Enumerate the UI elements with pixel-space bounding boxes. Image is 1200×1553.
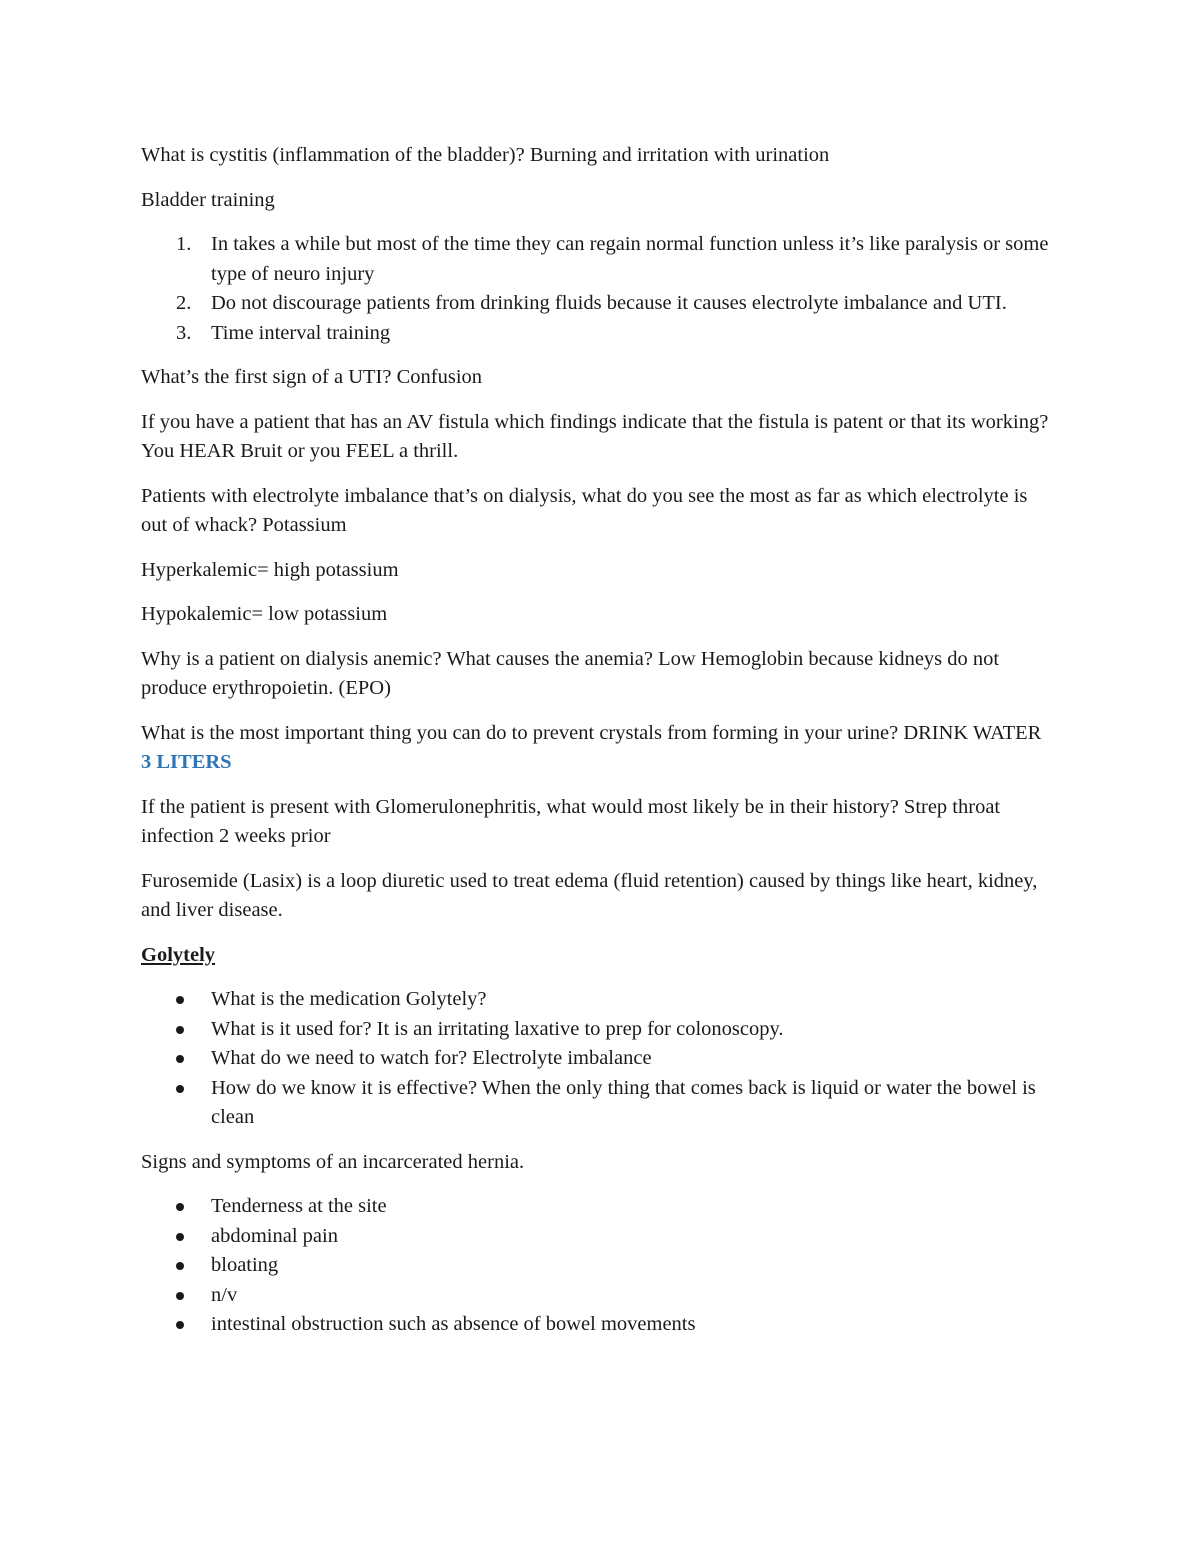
list-item-text: Do not discourage patients from drinking fluids because it causes electrolyte imbalance and UTI. — [211, 292, 1007, 314]
list-item-text: abdominal pain — [211, 1224, 338, 1247]
bullet-icon — [176, 1055, 184, 1063]
list-item — [211, 1044, 1051, 1074]
document-body — [141, 141, 1051, 1355]
list-item — [211, 1074, 1051, 1133]
paragraph-crystals — [141, 719, 1051, 778]
paragraph-uti: What’s the first sign of a UTI? Confusion — [141, 366, 483, 388]
list-item-text: What is the medication Golytely? — [211, 988, 487, 1010]
bullet-icon — [176, 1203, 184, 1211]
bullet-icon — [176, 1233, 184, 1241]
list-item-text: In takes a while but most of the time they can regain normal function unless it’s like paralysis or some type of neuro injury — [211, 233, 1049, 285]
list-item-text: bloating — [211, 1254, 279, 1276]
list-item-text: Time interval training — [211, 321, 391, 344]
bladder-training-list — [141, 230, 1051, 348]
list-item-text: n/v — [211, 1283, 238, 1306]
heading-hernia: Signs and symptoms of an incarcerated hernia. — [141, 1150, 525, 1173]
list-item — [176, 230, 1051, 289]
bullet-icon — [176, 1292, 184, 1300]
heading-golytely: Golytely — [141, 943, 216, 966]
hernia-list — [141, 1192, 1051, 1340]
list-item — [211, 1281, 1051, 1311]
list-item-text: What is it used for? It is an irritating laxative to prep for colonoscopy. — [211, 1017, 784, 1040]
list-item — [176, 319, 1051, 349]
list-item-text: intestinal obstruction such as absence of bowel movements — [211, 1313, 696, 1335]
list-item-text: How do we know it is effective? When the only thing that comes back is liquid or water the bowel is clean — [211, 1076, 1036, 1128]
list-item — [211, 1251, 1051, 1281]
paragraph-dialysis-electrolyte: Patients with electrolyte imbalance that’s on dialysis, what do you see the most as far as which electrolyte is out of whack? Potassium — [141, 484, 1028, 536]
crystals-text: What is the most important thing you can do to prevent crystals from forming in your urine? DRINK WATER — [141, 721, 1042, 744]
paragraph-glomerulonephritis: If the patient is present with Glomerulonephritis, what would most likely be in their history? Strep throat infection 2 weeks prior — [141, 795, 1001, 847]
list-item — [211, 985, 1051, 1015]
golytely-list — [141, 985, 1051, 1133]
list-item — [211, 1222, 1051, 1252]
heading-bladder-training: Bladder training — [141, 188, 275, 211]
list-number: 3. — [176, 321, 192, 344]
paragraph-anemia: Why is a patient on dialysis anemic? What causes the anemia? Low Hemoglobin because kidneys do not produce erythropoietin. (EPO) — [141, 647, 1000, 699]
paragraph-hypokalemic: Hypokalemic= low potassium — [141, 603, 388, 625]
list-item — [211, 1310, 1051, 1340]
paragraph-hyperkalemic: Hyperkalemic= high potassium — [141, 558, 399, 581]
list-number: 2. — [176, 292, 192, 314]
list-item — [176, 289, 1051, 319]
bullet-icon — [176, 1085, 184, 1093]
list-item — [211, 1015, 1051, 1045]
bullet-icon — [176, 996, 184, 1004]
paragraph-furosemide: Furosemide (Lasix) is a loop diuretic used to treat edema (fluid retention) caused by things like heart, kidney, and liver disease. — [141, 869, 1038, 921]
bullet-icon — [176, 1262, 184, 1270]
paragraph-fistula: If you have a patient that has an AV fistula which findings indicate that the fistula is patent or that its working? You HEAR Bruit or you FEEL a thrill. — [141, 410, 1049, 462]
highlight-3-liters: 3 LITERS — [141, 751, 232, 773]
list-number: 1. — [176, 233, 192, 255]
paragraph-cystitis: What is cystitis (inflammation of the bladder)? Burning and irritation with urination — [141, 144, 830, 166]
bullet-icon — [176, 1321, 184, 1329]
list-item — [211, 1192, 1051, 1222]
bullet-icon — [176, 1026, 184, 1034]
list-item-text: What do we need to watch for? Electrolyte imbalance — [211, 1047, 652, 1069]
list-item-text: Tenderness at the site — [211, 1195, 387, 1217]
